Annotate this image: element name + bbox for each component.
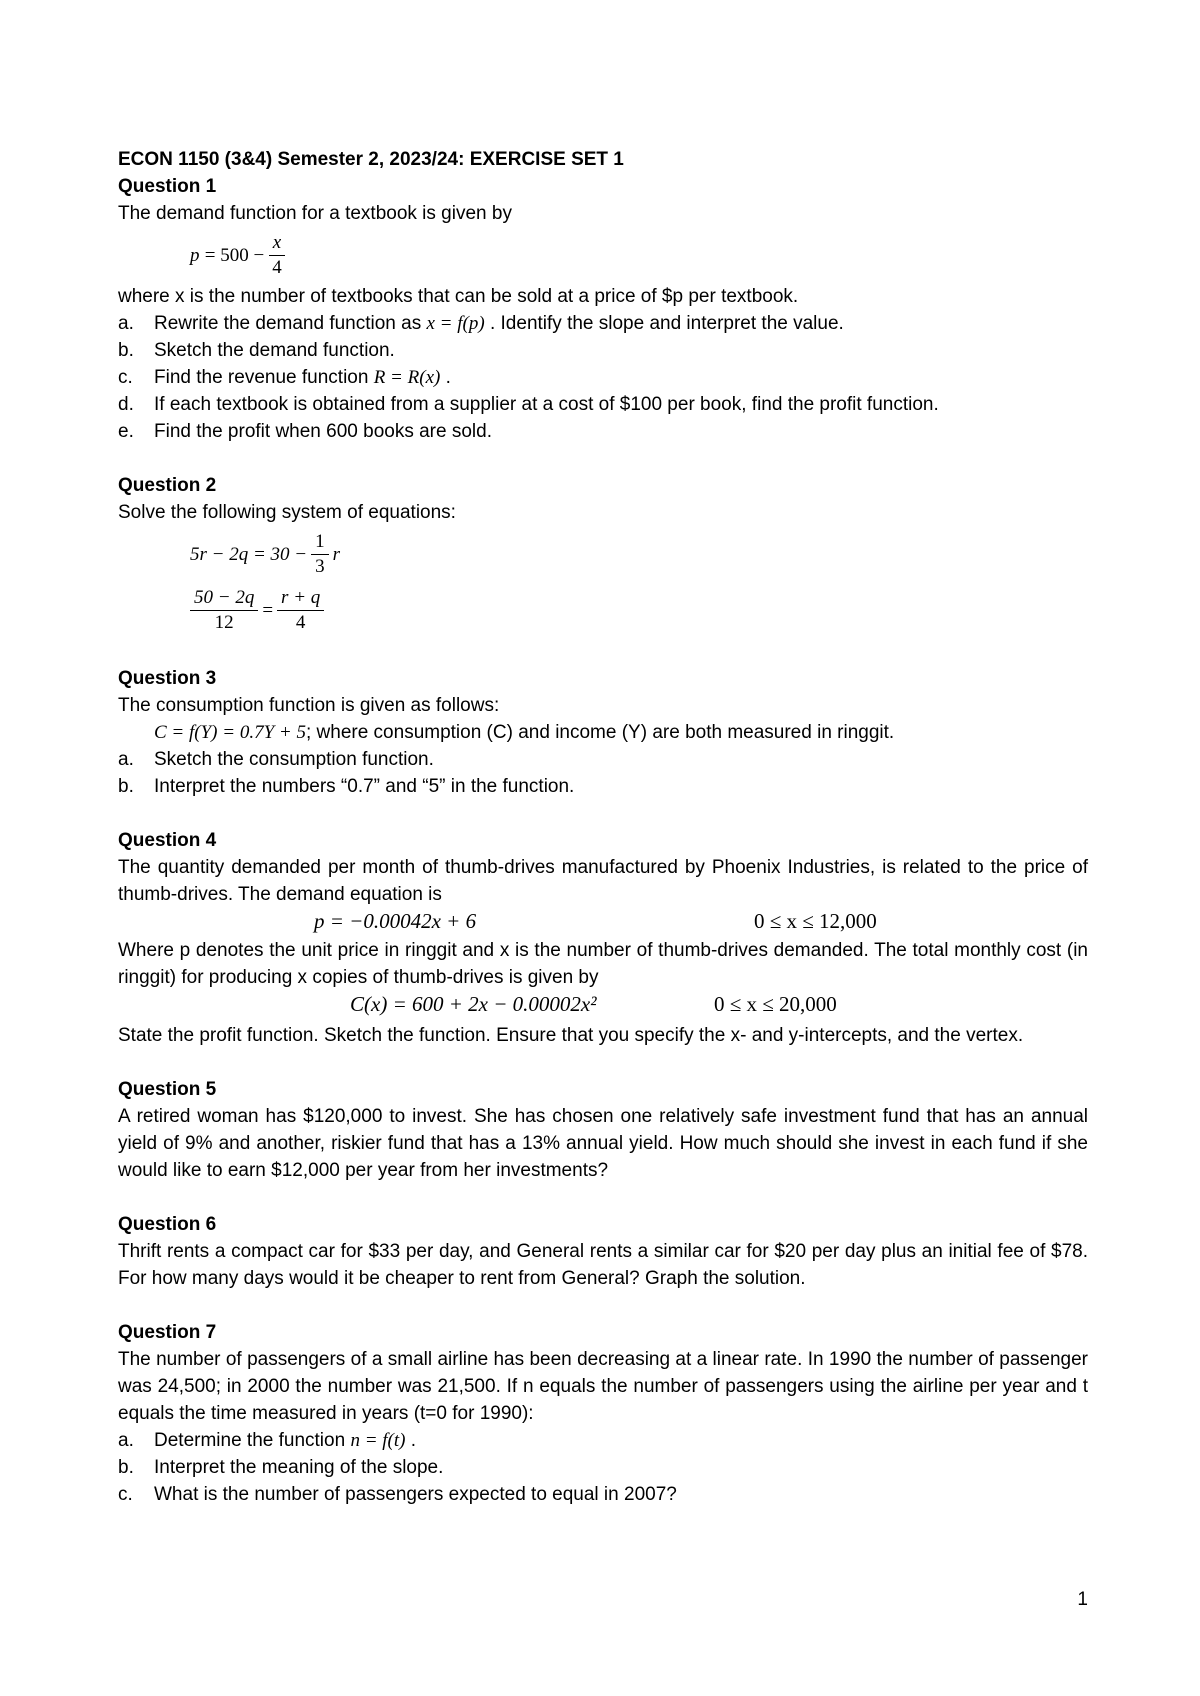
- q2-eq1-lhs: 5r − 2q = 30 −: [190, 543, 308, 565]
- part-text: What is the number of passengers expected to equal in 2007?: [154, 1484, 677, 1505]
- q3-eq-math: C = f(Y) = 0.7Y + 5: [154, 722, 306, 743]
- question-2-heading: Question 2: [118, 475, 217, 496]
- q1-part-b: [118, 337, 1088, 364]
- question-4-end: State the profit function. Sketch the function. Ensure that you specify the x- and y-intercepts, and the vertex.: [118, 1025, 1024, 1046]
- part-text: Sketch the consumption function.: [154, 749, 434, 770]
- q4-cost-equation: [118, 991, 1088, 1022]
- part-label: a.: [118, 1430, 134, 1451]
- q2-eq2-left-denominator: 12: [214, 611, 234, 633]
- part-label: c.: [118, 367, 133, 388]
- part-label: e.: [118, 421, 134, 442]
- question-6-heading: Question 6: [118, 1214, 217, 1235]
- part-label: d.: [118, 394, 134, 415]
- question-2-intro: Solve the following system of equations:: [118, 502, 456, 523]
- q2-eq2-left-fraction: [190, 586, 258, 635]
- question-3-intro: The consumption function is given as follows:: [118, 695, 500, 716]
- part-text: Determine the function: [154, 1430, 346, 1451]
- q1-part-d: [118, 391, 1088, 418]
- part-text: Find the revenue function: [154, 367, 369, 388]
- question-7-heading: Question 7: [118, 1322, 217, 1343]
- part-text: Sketch the demand function.: [154, 340, 395, 361]
- part-text: Interpret the numbers “0.7” and “5” in the function.: [154, 776, 575, 797]
- q2-eq1-numerator: 1: [311, 530, 329, 555]
- q1-eq-lhs: p: [190, 244, 200, 266]
- question-1-intro: The demand function for a textbook is given by: [118, 203, 512, 224]
- q2-eq1-denominator: 3: [315, 555, 325, 577]
- q2-eq2-left-numerator: 50 − 2q: [190, 586, 258, 611]
- q2-eq1-fraction: [311, 530, 329, 579]
- q1-part-e: [118, 418, 1088, 445]
- part-text: Rewrite the demand function as: [154, 313, 422, 334]
- q1-eq-fraction: [268, 231, 286, 280]
- part-text: If each textbook is obtained from a supplier at a cost of $100 per book, find the profit function.: [154, 394, 939, 415]
- q3-part-b: [118, 773, 1088, 800]
- q2-equation-2: [118, 582, 1088, 638]
- question-4-heading: Question 4: [118, 830, 217, 851]
- q3-eq-text: ; where consumption (C) and income (Y) are both measured in ringgit.: [305, 722, 895, 743]
- page-title: ECON 1150 (3&4) Semester 2, 2023/24: EXERCISE SET 1: [118, 149, 624, 170]
- part-text: Interpret the meaning of the slope.: [154, 1457, 444, 1478]
- q1-demand-equation: [118, 227, 1088, 283]
- question-6-text: Thrift rents a compact car for $33 per day, and General rents a similar car for $20 per day plus an initial fee of $78. For how many days would it be cheaper to rent from General? Graph the solution.: [118, 1241, 1088, 1289]
- document-page: [118, 146, 1088, 1508]
- part-text: Find the profit when 600 books are sold.: [154, 421, 492, 442]
- q1-part-c: [118, 364, 1088, 391]
- question-5-heading: Question 5: [118, 1079, 217, 1100]
- q1-eq-rhs: = 500 −: [204, 244, 265, 266]
- part-text-end: . Identify the slope and interpret the value.: [489, 313, 844, 334]
- question-4-intro: The quantity demanded per month of thumb-drives manufactured by Phoenix Industries, is related to the price of thumb-drives. The demand equation is: [118, 857, 1088, 905]
- q2-eq2-right-fraction: [277, 586, 324, 635]
- q2-eq2-right-numerator: r + q: [277, 586, 324, 611]
- q4-eq2: C(x) = 600 + 2x − 0.00002x²: [350, 992, 597, 1016]
- q1-eq-numerator: x: [269, 231, 285, 256]
- part-label: b.: [118, 776, 134, 797]
- part-text-end: .: [410, 1430, 417, 1451]
- q1-eq-denominator: 4: [272, 256, 282, 278]
- part-label: a.: [118, 749, 134, 770]
- q7-part-a: [118, 1427, 1088, 1454]
- q4-demand-equation: [118, 908, 1088, 937]
- part-label: a.: [118, 313, 134, 334]
- question-5-text: A retired woman has $120,000 to invest. She has chosen one relatively safe investment fund that has an annual yield of 9% and another, riskier fund that has a 13% annual yield. How much should she invest in each fund if she would like to earn $12,000 per year from her investments?: [118, 1106, 1088, 1181]
- page-number: 1: [1077, 1589, 1088, 1610]
- q4-eq1: p = −0.00042x + 6: [314, 909, 477, 933]
- q7-part-b: [118, 1454, 1088, 1481]
- part-label: c.: [118, 1484, 133, 1505]
- part-math: x = f(p): [426, 313, 485, 334]
- question-3-heading: Question 3: [118, 668, 217, 689]
- q1-part-a: [118, 310, 1088, 337]
- question-4-mid: Where p denotes the unit price in ringgit and x is the number of thumb-drives demanded. The total monthly cost (in ringgit) for producing x copies of thumb-drives is given by: [118, 940, 1088, 988]
- part-label: b.: [118, 1457, 134, 1478]
- question-7-text: The number of passengers of a small airline has been decreasing at a linear rate. In 1990 the number of passenger was 24,500; in 2000 the number was 21,500. If n equals the number of passengers using the airline per year and t equals the time measured in years (t=0 for 1990):: [118, 1349, 1088, 1424]
- q3-part-a: [118, 746, 1088, 773]
- question-1-heading: Question 1: [118, 176, 217, 197]
- q4-eq2-range: 0 ≤ x ≤ 20,000: [714, 992, 837, 1016]
- q2-equation-1: [118, 526, 1088, 582]
- part-math: n = f(t): [350, 1430, 406, 1451]
- q7-part-c: [118, 1481, 1088, 1508]
- q4-eq1-range: 0 ≤ x ≤ 12,000: [754, 909, 877, 933]
- question-1-where: where x is the number of textbooks that can be sold at a price of $p per textbook.: [118, 286, 799, 307]
- q2-eq1-rhs: r: [332, 543, 341, 565]
- part-label: b.: [118, 340, 134, 361]
- q3-consumption-equation: [118, 719, 1088, 746]
- q2-eq2-equals: =: [262, 599, 274, 621]
- part-text-end: .: [445, 367, 451, 388]
- q2-eq2-right-denominator: 4: [295, 611, 306, 633]
- part-math: R = R(x): [373, 367, 441, 388]
